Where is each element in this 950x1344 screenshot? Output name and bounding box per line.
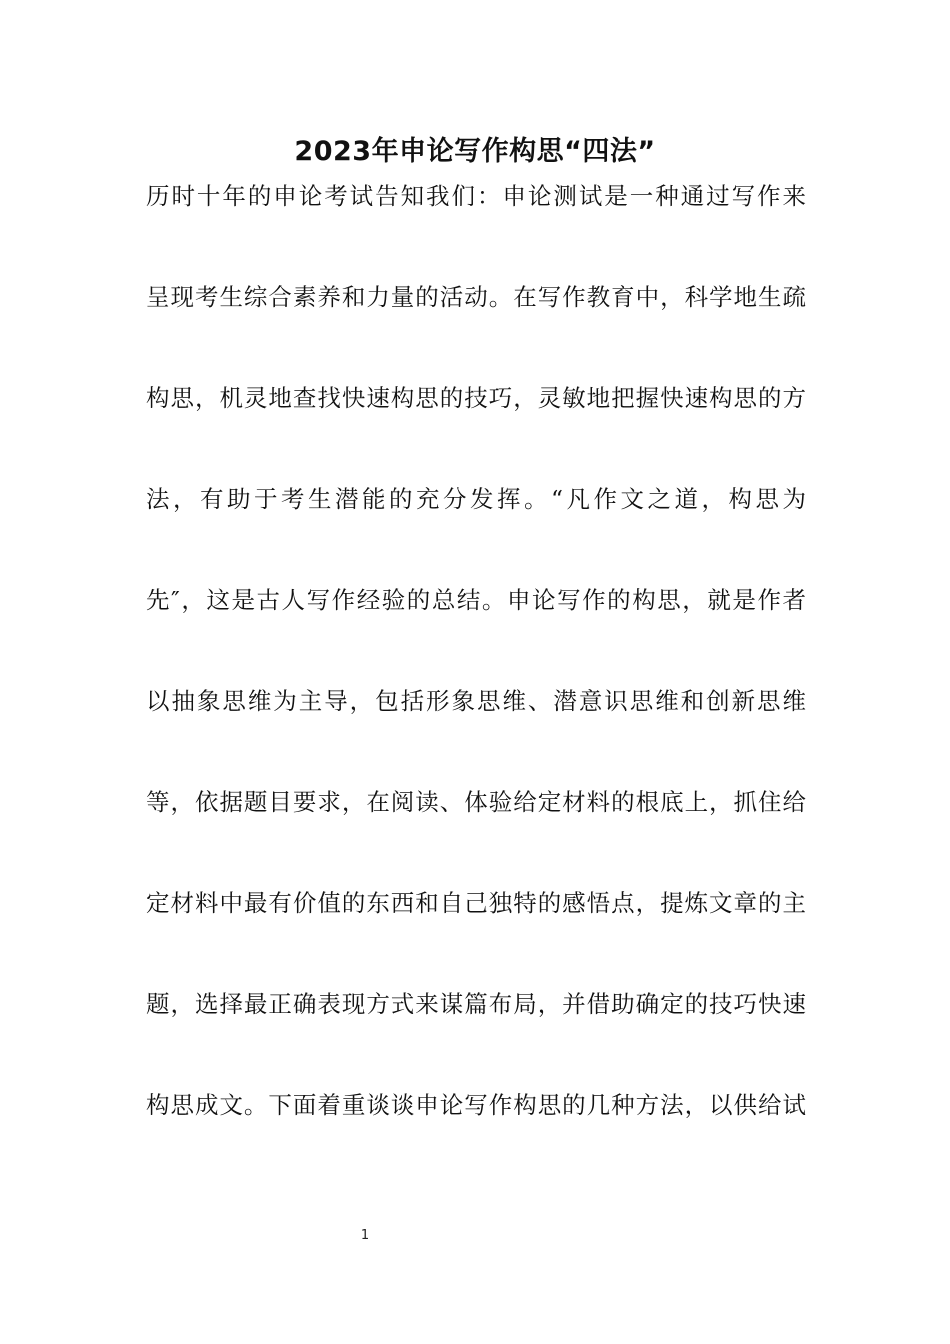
body-line: 先″，这是古人写作经验的总结。申论写作的构思，就是作者 bbox=[146, 586, 806, 614]
body-line: 题，选择最正确表现方式来谋篇布局，并借助确定的技巧快速 bbox=[146, 990, 806, 1018]
body-line: 构思成文。下面着重谈谈申论写作构思的几种方法，以供给试 bbox=[146, 1091, 806, 1119]
body-line: 以抽象思维为主导，包括形象思维、潜意识思维和创新思维 bbox=[146, 687, 806, 715]
page-number: 1 bbox=[360, 1228, 370, 1243]
body-text bbox=[146, 170, 806, 1180]
page-title: 2023年申论写作构思“四法” bbox=[294, 136, 656, 167]
body-line: 历时十年的申论考试告知我们：申论测试是一种通过写作来 bbox=[146, 182, 806, 210]
body-line: 法，有助于考生潜能的充分发挥。“凡作文之道，构思为 bbox=[146, 485, 806, 513]
body-line: 定材料中最有价值的东西和自己独特的感悟点，提炼文章的主 bbox=[146, 889, 806, 917]
body-line: 等，依据题目要求，在阅读、体验给定材料的根底上，抓住给 bbox=[146, 788, 806, 816]
body-line: 呈现考生综合素养和力量的活动。在写作教育中，科学地生疏 bbox=[146, 283, 806, 311]
body-line: 构思，机灵地查找快速构思的技巧，灵敏地把握快速构思的方 bbox=[146, 384, 806, 412]
